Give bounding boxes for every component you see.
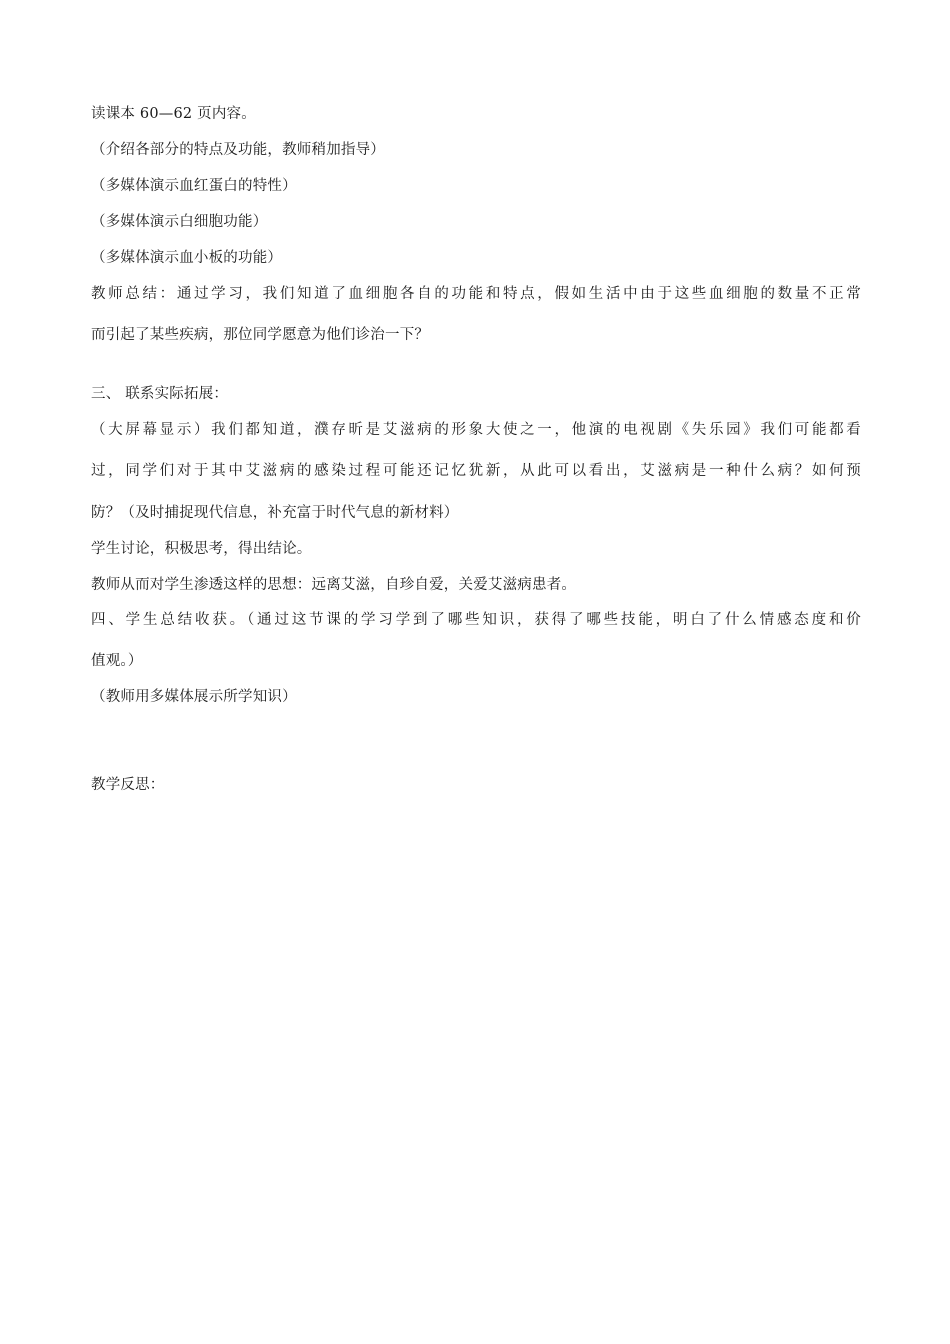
teaching-reflection-heading: 教学反思： bbox=[91, 777, 165, 793]
teacher-instill-thought: 教师从而对学生渗透这样的思想：远离艾滋，自珍自爱，关爱艾滋病患者。 bbox=[91, 577, 577, 593]
teacher-summary-line-1: 教师总结：通过学习，我们知道了血细胞各自的功能和特点，假如生活中由于这些血细胞的数量不正常 bbox=[91, 286, 861, 302]
teacher-multimedia-note: （教师用多媒体展示所学知识） bbox=[91, 689, 297, 705]
teacher-summary-line-2: 而引起了某些疾病，那位同学愿意为他们诊治一下？ bbox=[91, 327, 430, 343]
note-platelet-demo: （多媒体演示血小板的功能） bbox=[91, 250, 283, 266]
section-four-line-1: 四、学生总结收获。（通过这节课的学习学到了哪些知识，获得了哪些技能，明白了什么情感态度和价 bbox=[91, 612, 861, 628]
section-three-heading: 三、 联系实际拓展： bbox=[91, 386, 229, 402]
big-screen-paragraph-line-3: 防？（及时捕捉现代信息，补充富于时代气息的新材料） bbox=[91, 505, 459, 521]
section-four-line-2: 值观。） bbox=[91, 653, 143, 669]
note-white-cell-demo: （多媒体演示白细胞功能） bbox=[91, 214, 268, 230]
note-hemoglobin-demo: （多媒体演示血红蛋白的特性） bbox=[91, 178, 297, 194]
big-screen-paragraph-line-1: （大屏幕显示）我们都知道，濮存昕是艾滋病的形象大使之一，他演的电视剧《失乐园》我们可能都看 bbox=[91, 422, 861, 438]
reading-instruction: 读课本 60—62 页内容。 bbox=[91, 106, 256, 122]
student-discussion: 学生讨论，积极思考，得出结论。 bbox=[91, 541, 312, 557]
big-screen-paragraph-line-2: 过，同学们对于其中艾滋病的感染过程可能还记忆犹新，从此可以看出，艾滋病是一种什么病？如何预 bbox=[91, 463, 861, 479]
note-introduce-parts: （介绍各部分的特点及功能，教师稍加指导） bbox=[91, 142, 385, 158]
